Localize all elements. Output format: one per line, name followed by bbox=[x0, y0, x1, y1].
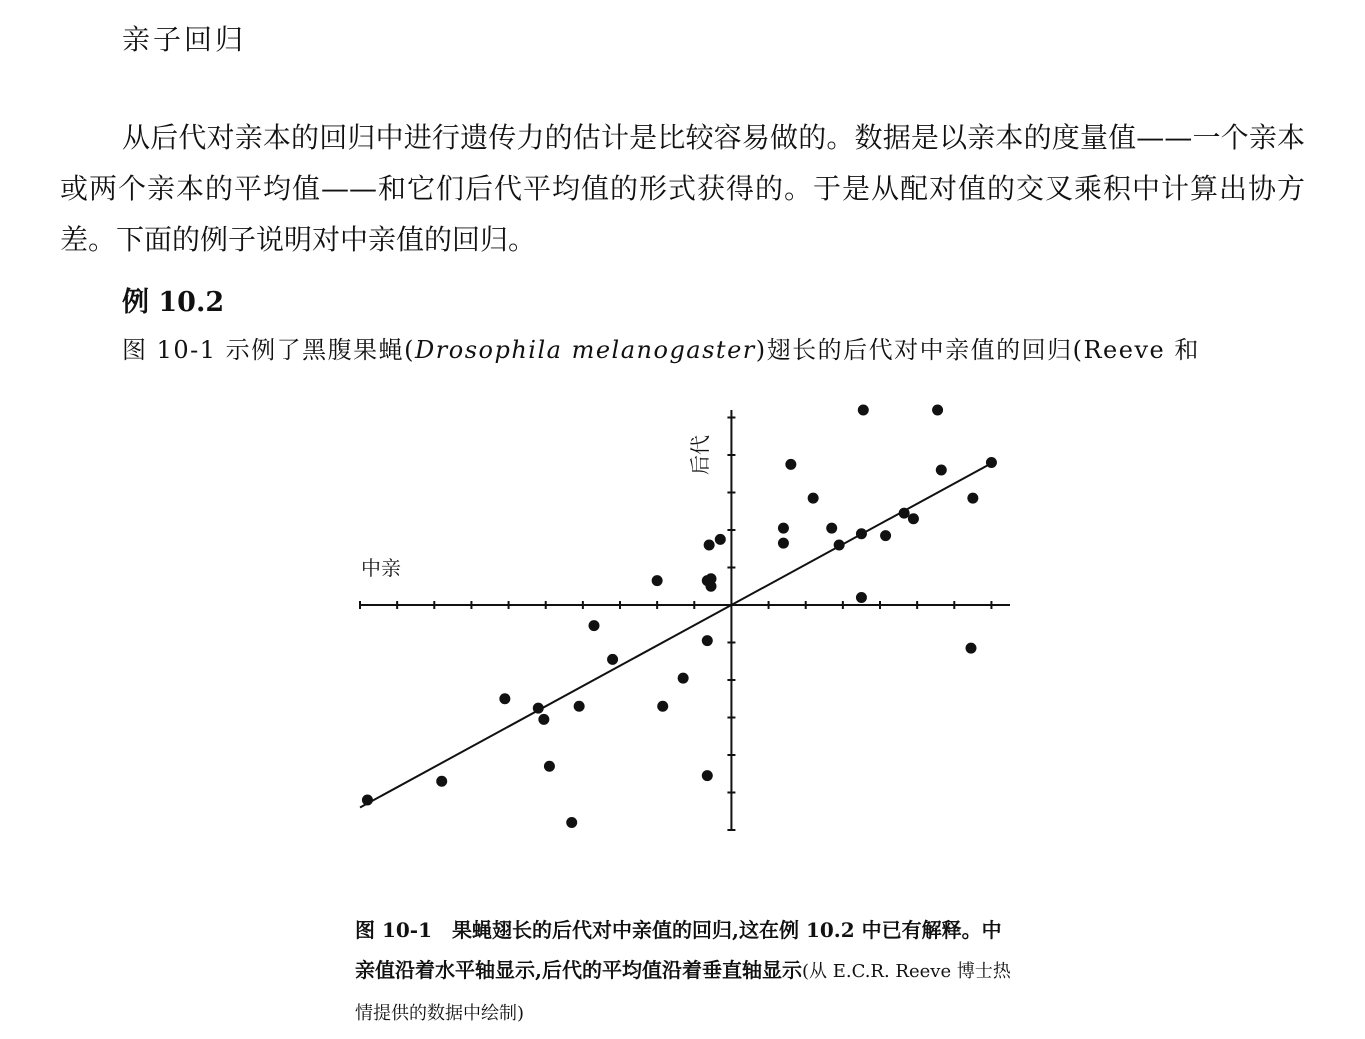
data-point bbox=[986, 457, 997, 468]
section-heading: 亲子回归 bbox=[122, 23, 247, 56]
data-point bbox=[808, 493, 819, 504]
data-point bbox=[880, 530, 891, 541]
y-axis-label: 后代 bbox=[688, 435, 712, 475]
data-point bbox=[899, 508, 910, 519]
data-point bbox=[826, 523, 837, 534]
data-point bbox=[834, 540, 845, 551]
data-point bbox=[702, 635, 713, 646]
example-heading: 例 10.2 bbox=[122, 287, 225, 318]
caption-text: 果蝇翅长的后代对中亲值的回归,这在例 10.2 中已有解释。中亲值沿着水平轴显示,后代的平均值沿着垂直轴显示 bbox=[355, 918, 1002, 982]
data-point bbox=[538, 714, 549, 725]
data-point bbox=[715, 534, 726, 545]
data-point bbox=[856, 592, 867, 603]
species-name: Drosophila melanogaster bbox=[415, 336, 756, 364]
data-point bbox=[778, 538, 789, 549]
data-point bbox=[908, 513, 919, 524]
data-point bbox=[936, 465, 947, 476]
data-point bbox=[544, 761, 555, 772]
data-point bbox=[436, 776, 447, 787]
data-point bbox=[499, 693, 510, 704]
body-paragraph: 从后代对亲本的回归中进行遗传力的估计是比较容易做的。数据是以亲本的度量值——一个亲本或两个亲本的平均值——和它们后代平均值的形式获得的。于是从配对值的交叉乘积中计算出协方差。下面的例子说明对中亲值的回归。 bbox=[60, 121, 1305, 256]
data-point bbox=[704, 540, 715, 551]
regression-scatter-plot bbox=[355, 395, 1015, 845]
example-text-after: )翅长的后代对中亲值的回归(Reeve 和 bbox=[755, 336, 1200, 364]
data-points bbox=[362, 405, 997, 829]
data-point bbox=[607, 654, 618, 665]
data-point bbox=[566, 817, 577, 828]
data-point bbox=[652, 575, 663, 586]
caption-label: 图 10-1 bbox=[355, 918, 433, 942]
data-point bbox=[657, 701, 668, 712]
data-point bbox=[932, 405, 943, 416]
caption-source: (从 E.C.R. Reeve 博士热情提供的数据中绘制) bbox=[355, 961, 1011, 1024]
y-axis bbox=[727, 410, 735, 830]
figure-caption bbox=[355, 910, 1015, 1034]
data-point bbox=[856, 528, 867, 539]
data-point bbox=[678, 673, 689, 684]
data-point bbox=[778, 523, 789, 534]
regression-line bbox=[360, 463, 991, 807]
data-point bbox=[589, 620, 600, 631]
data-point bbox=[706, 581, 717, 592]
data-point bbox=[858, 405, 869, 416]
data-point bbox=[702, 770, 713, 781]
data-point bbox=[966, 643, 977, 654]
x-axis bbox=[360, 601, 1010, 609]
data-point bbox=[967, 493, 978, 504]
data-point bbox=[785, 459, 796, 470]
data-point bbox=[533, 703, 544, 714]
x-axis-label: 中亲 bbox=[361, 556, 401, 580]
data-point bbox=[362, 795, 373, 806]
example-text-before: 图 10-1 示例了黑腹果蝇( bbox=[122, 336, 416, 364]
data-point bbox=[574, 701, 585, 712]
example-intro-text bbox=[122, 330, 1200, 365]
